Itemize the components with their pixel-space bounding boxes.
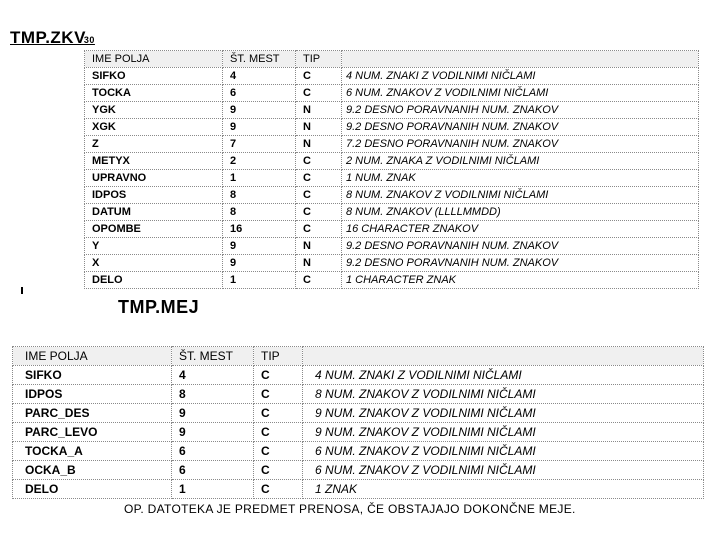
field-count-cell: 1 [223,170,296,187]
table-row [85,238,699,255]
field-count-cell: 1 [223,272,296,289]
field-name-cell: PARC_LEVO [13,423,172,442]
table-row [13,442,704,461]
field-type-cell: C [254,480,303,499]
table-row [85,102,699,119]
field-name-cell: OPOMBE [85,221,223,238]
field-count-cell: 1 [172,480,254,499]
field-type-cell: C [296,153,342,170]
field-desc-cell: 8 NUM. ZNAKOV (LLLLMMDD) [342,204,699,221]
field-type-cell: C [296,272,342,289]
field-count-cell: 7 [223,136,296,153]
field-desc-cell: 9.2 DESNO PORAVNANIH NUM. ZNAKOV [342,255,699,272]
field-desc-cell: 1 NUM. ZNAK [342,170,699,187]
header-name: IME POLJA [85,51,223,68]
field-type-cell: C [254,461,303,480]
field-name-cell: XGK [85,119,223,136]
field-type-cell: C [296,85,342,102]
table-row [85,136,699,153]
field-name-cell: PARC_DES [13,404,172,423]
field-type-cell: C [296,204,342,221]
field-type-cell: N [296,102,342,119]
field-count-cell: 8 [172,385,254,404]
field-type-cell: C [254,442,303,461]
table2 [12,346,704,499]
field-count-cell: 9 [172,423,254,442]
header-type: TIP [254,347,303,366]
field-count-cell: 6 [172,461,254,480]
table1-header-row [85,51,699,68]
field-count-cell: 6 [223,85,296,102]
field-desc-cell: 16 CHARACTER ZNAKOV [342,221,699,238]
field-desc-cell: 1 ZNAK [303,480,704,499]
field-count-cell: 2 [223,153,296,170]
field-desc-cell: 9.2 DESNO PORAVNANIH NUM. ZNAKOV [342,119,699,136]
field-desc-cell: 9.2 DESNO PORAVNANIH NUM. ZNAKOV [342,102,699,119]
field-desc-cell: 9.2 DESNO PORAVNANIH NUM. ZNAKOV [342,238,699,255]
field-desc-cell: 6 NUM. ZNAKOV Z VODILNIMI NIČLAMI [303,442,704,461]
table-row [85,221,699,238]
table-row [85,170,699,187]
field-name-cell: SIFKO [85,68,223,85]
field-count-cell: 9 [223,102,296,119]
table-row [85,272,699,289]
field-count-cell: 9 [223,238,296,255]
field-type-cell: N [296,136,342,153]
field-type-cell: N [296,119,342,136]
field-count-cell: 16 [223,221,296,238]
field-name-cell: OCKA_B [13,461,172,480]
field-name-cell: UPRAVNO [85,170,223,187]
header-count: ŠT. MEST [223,51,296,68]
field-desc-cell: 9 NUM. ZNAKOV Z VODILNIMI NIČLAMI [303,423,704,442]
table-row [85,85,699,102]
field-type-cell: C [254,404,303,423]
field-name-cell: DATUM [85,204,223,221]
field-name-cell: IDPOS [13,385,172,404]
field-desc-cell: 1 CHARACTER ZNAK [342,272,699,289]
header-desc [303,347,704,366]
field-name-cell: IDPOS [85,187,223,204]
field-name-cell: DELO [13,480,172,499]
footnote: OP. DATOTEKA JE PREDMET PRENOSA, ČE OBSTAJAJO DOKONČNE MEJE. [124,502,576,516]
table-row [85,187,699,204]
field-name-cell: TOCKA [85,85,223,102]
table-row [13,366,704,385]
table-row [13,480,704,499]
table-row [85,153,699,170]
field-desc-cell: 7.2 DESNO PORAVNANIH NUM. ZNAKOV [342,136,699,153]
field-desc-cell: 6 NUM. ZNAKOV Z VODILNIMI NIČLAMI [342,85,699,102]
table-row [13,461,704,480]
header-count: ŠT. MEST [172,347,254,366]
field-desc-cell: 8 NUM. ZNAKOV Z VODILNIMI NIČLAMI [342,187,699,204]
field-count-cell: 4 [223,68,296,85]
field-count-cell: 8 [223,204,296,221]
table-row [85,68,699,85]
field-type-cell: C [254,423,303,442]
header-type: TIP [296,51,342,68]
table1-title-sub: 30 [83,35,95,45]
field-desc-cell: 2 NUM. ZNAKA Z VODILNIMI NIČLAMI [342,153,699,170]
field-count-cell: 8 [223,187,296,204]
field-desc-cell: 6 NUM. ZNAKOV Z VODILNIMI NIČLAMI [303,461,704,480]
field-count-cell: 9 [223,255,296,272]
header-name: IME POLJA [13,347,172,366]
field-type-cell: C [254,385,303,404]
field-count-cell: 9 [223,119,296,136]
field-type-cell: N [296,238,342,255]
table-row [13,423,704,442]
field-type-cell: C [296,68,342,85]
field-count-cell: 4 [172,366,254,385]
field-name-cell: YGK [85,102,223,119]
field-name-cell: SIFKO [13,366,172,385]
field-type-cell: C [296,221,342,238]
table-row [85,119,699,136]
table1 [84,50,699,289]
field-desc-cell: 4 NUM. ZNAKI Z VODILNIMI NIČLAMI [342,68,699,85]
field-name-cell: Z [85,136,223,153]
field-desc-cell: 4 NUM. ZNAKI Z VODILNIMI NIČLAMI [303,366,704,385]
field-type-cell: N [296,255,342,272]
stray-mark [21,287,23,294]
field-desc-cell: 9 NUM. ZNAKOV Z VODILNIMI NIČLAMI [303,404,704,423]
field-desc-cell: 8 NUM. ZNAKOV Z VODILNIMI NIČLAMI [303,385,704,404]
table-row [85,255,699,272]
field-count-cell: 9 [172,404,254,423]
table-row [85,204,699,221]
field-name-cell: TOCKA_A [13,442,172,461]
field-name-cell: X [85,255,223,272]
field-type-cell: C [296,187,342,204]
table1-title: TMP.ZKV30 [10,28,95,47]
field-name-cell: DELO [85,272,223,289]
field-name-cell: Y [85,238,223,255]
table-row [13,404,704,423]
field-name-cell: METYX [85,153,223,170]
table-row [13,385,704,404]
field-type-cell: C [296,170,342,187]
table2-header-row [13,347,704,366]
header-desc [342,51,699,68]
table2-title: TMP.MEJ [118,297,200,317]
field-count-cell: 6 [172,442,254,461]
field-type-cell: C [254,366,303,385]
